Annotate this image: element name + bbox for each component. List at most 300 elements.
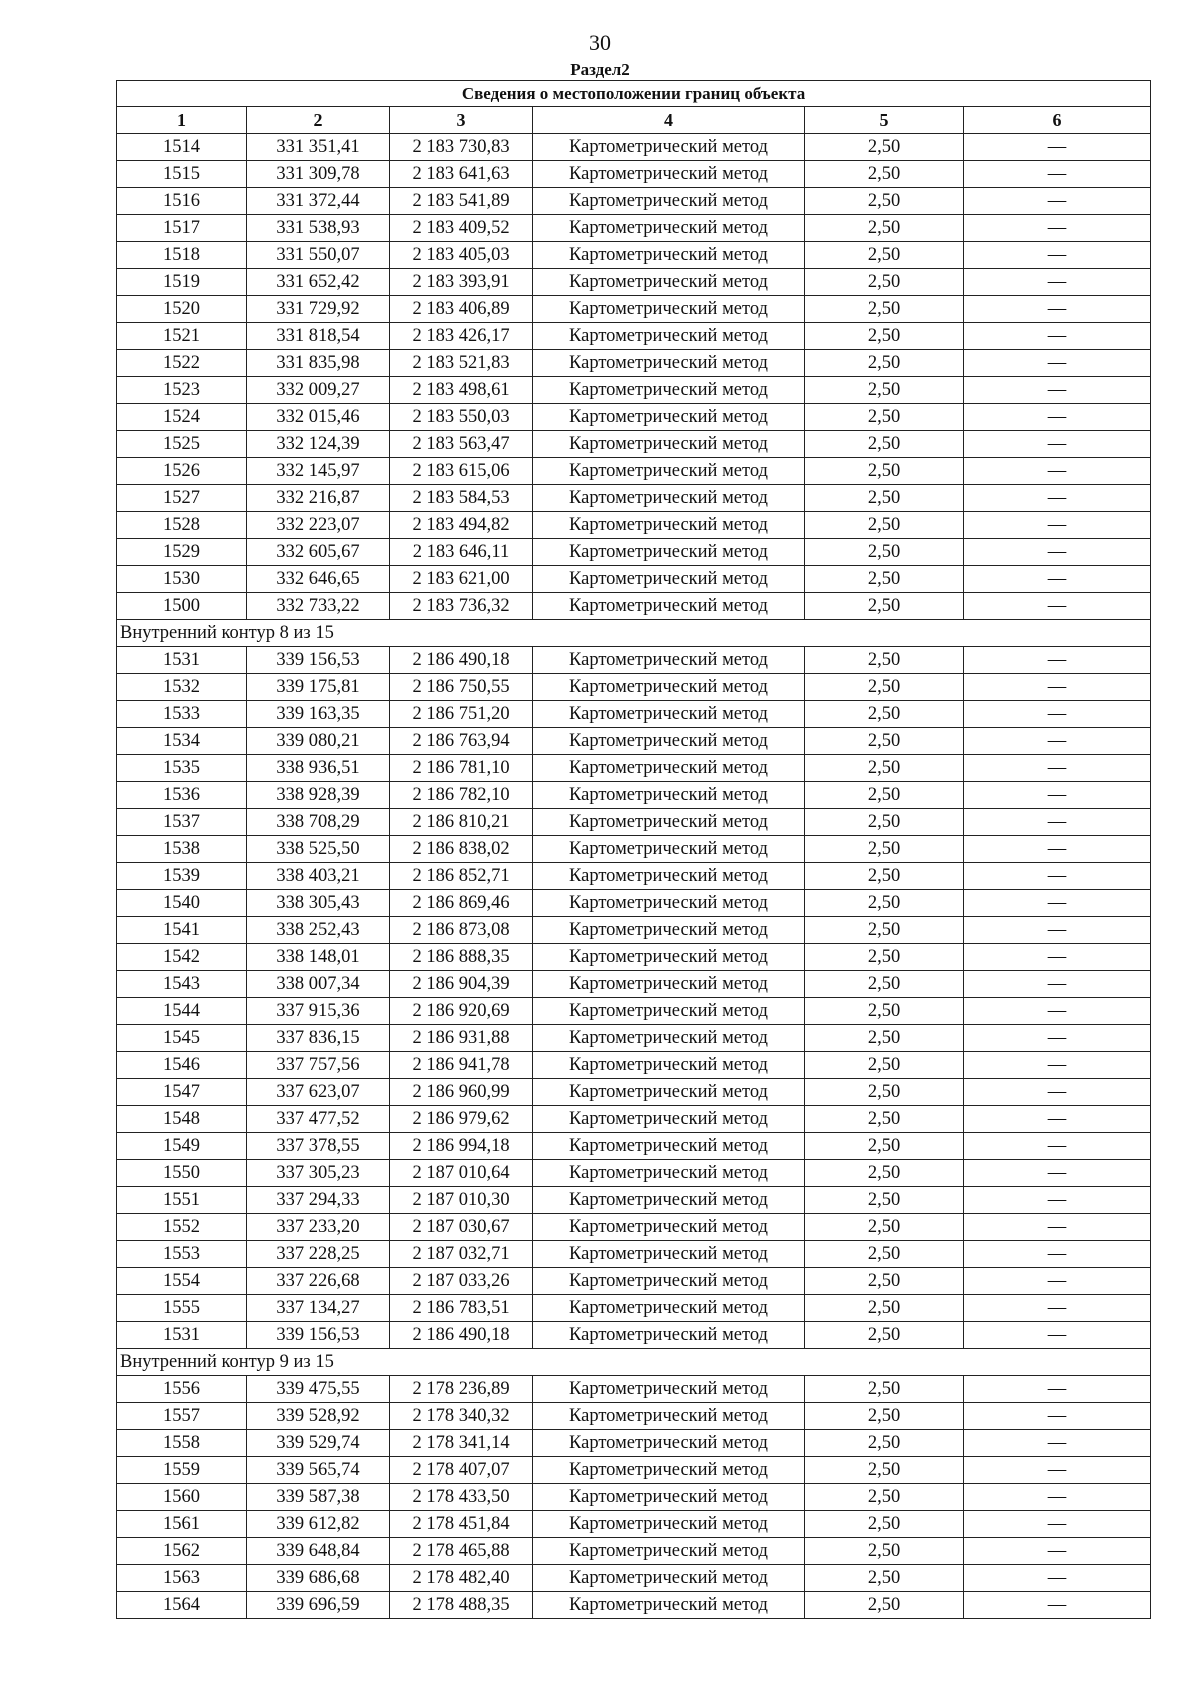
accuracy-cell: 2,50: [805, 188, 964, 215]
accuracy-cell: 2,50: [805, 1187, 964, 1214]
point-number-cell: 1526: [117, 458, 247, 485]
table-row: [117, 350, 1151, 377]
point-number-cell: 1517: [117, 215, 247, 242]
accuracy-cell: 2,50: [805, 269, 964, 296]
note-cell: —: [964, 1376, 1151, 1403]
coordinate-y-cell: 2 186 750,55: [390, 674, 533, 701]
method-cell: Картометрический метод: [533, 1052, 805, 1079]
note-cell: —: [964, 1538, 1151, 1565]
note-cell: —: [964, 755, 1151, 782]
point-number-cell: 1535: [117, 755, 247, 782]
accuracy-cell: 2,50: [805, 1565, 964, 1592]
accuracy-cell: 2,50: [805, 971, 964, 998]
point-number-cell: 1519: [117, 269, 247, 296]
method-cell: Картометрический метод: [533, 647, 805, 674]
coordinate-y-cell: 2 178 451,84: [390, 1511, 533, 1538]
method-cell: Картометрический метод: [533, 944, 805, 971]
accuracy-cell: 2,50: [805, 1538, 964, 1565]
method-cell: Картометрический метод: [533, 377, 805, 404]
coordinate-y-cell: 2 183 409,52: [390, 215, 533, 242]
table-row: [117, 1484, 1151, 1511]
accuracy-cell: 2,50: [805, 701, 964, 728]
method-cell: Картометрический метод: [533, 1160, 805, 1187]
coordinate-x-cell: 338 708,29: [247, 809, 390, 836]
method-cell: Картометрический метод: [533, 1511, 805, 1538]
method-cell: Картометрический метод: [533, 701, 805, 728]
method-cell: Картометрический метод: [533, 1565, 805, 1592]
note-cell: —: [964, 458, 1151, 485]
accuracy-cell: 2,50: [805, 1025, 964, 1052]
coordinate-y-cell: 2 183 730,83: [390, 134, 533, 161]
table-row: [117, 944, 1151, 971]
note-cell: —: [964, 296, 1151, 323]
method-cell: Картометрический метод: [533, 1133, 805, 1160]
table-row: [117, 1160, 1151, 1187]
note-cell: —: [964, 188, 1151, 215]
point-number-cell: 1531: [117, 1322, 247, 1349]
coordinate-y-cell: 2 186 783,51: [390, 1295, 533, 1322]
table-row: [117, 593, 1151, 620]
accuracy-cell: 2,50: [805, 161, 964, 188]
note-cell: —: [964, 1052, 1151, 1079]
coordinate-y-cell: 2 186 994,18: [390, 1133, 533, 1160]
column-header: 2: [247, 107, 390, 134]
note-cell: —: [964, 1160, 1151, 1187]
note-cell: —: [964, 1214, 1151, 1241]
coordinate-y-cell: 2 186 873,08: [390, 917, 533, 944]
coordinate-x-cell: 332 216,87: [247, 485, 390, 512]
accuracy-cell: 2,50: [805, 1484, 964, 1511]
method-cell: Картометрический метод: [533, 323, 805, 350]
point-number-cell: 1564: [117, 1592, 247, 1619]
coordinate-y-cell: 2 183 641,63: [390, 161, 533, 188]
note-cell: —: [964, 1322, 1151, 1349]
coordinate-y-cell: 2 178 488,35: [390, 1592, 533, 1619]
table-row: [117, 431, 1151, 458]
accuracy-cell: 2,50: [805, 917, 964, 944]
method-cell: Картометрический метод: [533, 998, 805, 1025]
coordinate-y-cell: 2 183 393,91: [390, 269, 533, 296]
coordinate-x-cell: 331 835,98: [247, 350, 390, 377]
accuracy-cell: 2,50: [805, 485, 964, 512]
method-cell: Картометрический метод: [533, 1241, 805, 1268]
coordinate-x-cell: 339 156,53: [247, 1322, 390, 1349]
note-cell: —: [964, 566, 1151, 593]
method-cell: Картометрический метод: [533, 782, 805, 809]
accuracy-cell: 2,50: [805, 863, 964, 890]
coordinate-y-cell: 2 186 960,99: [390, 1079, 533, 1106]
method-cell: Картометрический метод: [533, 161, 805, 188]
accuracy-cell: 2,50: [805, 593, 964, 620]
table-row: [117, 323, 1151, 350]
accuracy-cell: 2,50: [805, 566, 964, 593]
point-number-cell: 1561: [117, 1511, 247, 1538]
table-row: [117, 701, 1151, 728]
note-cell: —: [964, 539, 1151, 566]
note-cell: —: [964, 350, 1151, 377]
point-number-cell: 1558: [117, 1430, 247, 1457]
accuracy-cell: 2,50: [805, 1106, 964, 1133]
table-body: [117, 134, 1151, 1619]
method-cell: Картометрический метод: [533, 728, 805, 755]
accuracy-cell: 2,50: [805, 944, 964, 971]
coordinate-y-cell: 2 183 521,83: [390, 350, 533, 377]
coordinate-y-cell: 2 183 541,89: [390, 188, 533, 215]
coordinate-y-cell: 2 187 033,26: [390, 1268, 533, 1295]
note-cell: —: [964, 485, 1151, 512]
method-cell: Картометрический метод: [533, 1322, 805, 1349]
table-row: [117, 539, 1151, 566]
coordinate-x-cell: 338 148,01: [247, 944, 390, 971]
coordinate-y-cell: 2 186 920,69: [390, 998, 533, 1025]
coordinate-x-cell: 337 228,25: [247, 1241, 390, 1268]
coordinate-x-cell: 337 134,27: [247, 1295, 390, 1322]
method-cell: Картометрический метод: [533, 1592, 805, 1619]
table-row: [117, 1592, 1151, 1619]
accuracy-cell: 2,50: [805, 215, 964, 242]
coordinate-y-cell: 2 183 621,00: [390, 566, 533, 593]
note-cell: —: [964, 1403, 1151, 1430]
coordinate-x-cell: 337 915,36: [247, 998, 390, 1025]
method-cell: Картометрический метод: [533, 1538, 805, 1565]
point-number-cell: 1554: [117, 1268, 247, 1295]
table-row: [117, 755, 1151, 782]
table-row: [117, 836, 1151, 863]
method-cell: Картометрический метод: [533, 863, 805, 890]
coordinate-x-cell: 339 648,84: [247, 1538, 390, 1565]
table-row: [117, 1322, 1151, 1349]
note-cell: —: [964, 512, 1151, 539]
coordinate-x-cell: 338 403,21: [247, 863, 390, 890]
coordinate-x-cell: 331 652,42: [247, 269, 390, 296]
coordinate-y-cell: 2 187 010,30: [390, 1187, 533, 1214]
accuracy-cell: 2,50: [805, 647, 964, 674]
accuracy-cell: 2,50: [805, 1079, 964, 1106]
point-number-cell: 1546: [117, 1052, 247, 1079]
point-number-cell: 1528: [117, 512, 247, 539]
accuracy-cell: 2,50: [805, 431, 964, 458]
accuracy-cell: 2,50: [805, 512, 964, 539]
table-row: [117, 1430, 1151, 1457]
table-row: [117, 458, 1151, 485]
column-header: 6: [964, 107, 1151, 134]
note-cell: —: [964, 1295, 1151, 1322]
table-row: [117, 1268, 1151, 1295]
accuracy-cell: 2,50: [805, 134, 964, 161]
coordinate-y-cell: 2 187 030,67: [390, 1214, 533, 1241]
table-row: [117, 1295, 1151, 1322]
accuracy-cell: 2,50: [805, 1376, 964, 1403]
coordinate-y-cell: 2 183 646,11: [390, 539, 533, 566]
point-number-cell: 1563: [117, 1565, 247, 1592]
point-number-cell: 1530: [117, 566, 247, 593]
note-cell: —: [964, 647, 1151, 674]
method-cell: Картометрический метод: [533, 1268, 805, 1295]
point-number-cell: 1515: [117, 161, 247, 188]
method-cell: Картометрический метод: [533, 1025, 805, 1052]
table-row: [117, 1079, 1151, 1106]
contour-heading: Внутренний контур 9 из 15: [117, 1349, 1151, 1376]
coordinate-y-cell: 2 178 433,50: [390, 1484, 533, 1511]
coordinate-x-cell: 337 623,07: [247, 1079, 390, 1106]
point-number-cell: 1550: [117, 1160, 247, 1187]
accuracy-cell: 2,50: [805, 1052, 964, 1079]
coordinate-y-cell: 2 183 736,32: [390, 593, 533, 620]
point-number-cell: 1560: [117, 1484, 247, 1511]
method-cell: Картометрический метод: [533, 404, 805, 431]
method-cell: Картометрический метод: [533, 539, 805, 566]
note-cell: —: [964, 1187, 1151, 1214]
accuracy-cell: 2,50: [805, 1457, 964, 1484]
table-row: [117, 971, 1151, 998]
point-number-cell: 1533: [117, 701, 247, 728]
coordinate-y-cell: 2 186 941,78: [390, 1052, 533, 1079]
accuracy-cell: 2,50: [805, 1160, 964, 1187]
table-row: [117, 674, 1151, 701]
note-cell: —: [964, 728, 1151, 755]
method-cell: Картометрический метод: [533, 1457, 805, 1484]
coordinate-x-cell: 331 309,78: [247, 161, 390, 188]
note-cell: —: [964, 593, 1151, 620]
table-row: [117, 188, 1151, 215]
point-number-cell: 1523: [117, 377, 247, 404]
table-row: [117, 1241, 1151, 1268]
coordinate-x-cell: 339 565,74: [247, 1457, 390, 1484]
accuracy-cell: 2,50: [805, 1322, 964, 1349]
table-row: [117, 1106, 1151, 1133]
coordinate-x-cell: 337 294,33: [247, 1187, 390, 1214]
point-number-cell: 1538: [117, 836, 247, 863]
accuracy-cell: 2,50: [805, 377, 964, 404]
point-number-cell: 1543: [117, 971, 247, 998]
table-row: [117, 1025, 1151, 1052]
coordinate-x-cell: 339 696,59: [247, 1592, 390, 1619]
table-row: [117, 512, 1151, 539]
point-number-cell: 1544: [117, 998, 247, 1025]
coordinate-x-cell: 339 475,55: [247, 1376, 390, 1403]
coordinate-x-cell: 337 233,20: [247, 1214, 390, 1241]
note-cell: —: [964, 998, 1151, 1025]
method-cell: Картометрический метод: [533, 1403, 805, 1430]
note-cell: —: [964, 404, 1151, 431]
table-row: [117, 566, 1151, 593]
coordinate-y-cell: 2 183 494,82: [390, 512, 533, 539]
accuracy-cell: 2,50: [805, 1241, 964, 1268]
coordinate-x-cell: 332 145,97: [247, 458, 390, 485]
table-row: [117, 1538, 1151, 1565]
coordinate-y-cell: 2 183 406,89: [390, 296, 533, 323]
table-row: [117, 296, 1151, 323]
table-row: [117, 1403, 1151, 1430]
point-number-cell: 1553: [117, 1241, 247, 1268]
coordinate-x-cell: 332 223,07: [247, 512, 390, 539]
coordinate-y-cell: 2 186 979,62: [390, 1106, 533, 1133]
point-number-cell: 1524: [117, 404, 247, 431]
point-number-cell: 1542: [117, 944, 247, 971]
table-row: [117, 998, 1151, 1025]
note-cell: —: [964, 809, 1151, 836]
table-row: [117, 1133, 1151, 1160]
table-row: [117, 728, 1151, 755]
coordinate-x-cell: 332 009,27: [247, 377, 390, 404]
accuracy-cell: 2,50: [805, 404, 964, 431]
coordinate-x-cell: 339 175,81: [247, 674, 390, 701]
coordinate-x-cell: 339 686,68: [247, 1565, 390, 1592]
point-number-cell: 1541: [117, 917, 247, 944]
method-cell: Картометрический метод: [533, 1484, 805, 1511]
accuracy-cell: 2,50: [805, 782, 964, 809]
point-number-cell: 1516: [117, 188, 247, 215]
method-cell: Картометрический метод: [533, 890, 805, 917]
point-number-cell: 1521: [117, 323, 247, 350]
coordinate-x-cell: 338 252,43: [247, 917, 390, 944]
accuracy-cell: 2,50: [805, 728, 964, 755]
coordinate-y-cell: 2 186 931,88: [390, 1025, 533, 1052]
note-cell: —: [964, 1565, 1151, 1592]
point-number-cell: 1500: [117, 593, 247, 620]
coordinate-y-cell: 2 178 407,07: [390, 1457, 533, 1484]
table-row: [117, 404, 1151, 431]
table-row: [117, 863, 1151, 890]
table-row: [117, 242, 1151, 269]
coordinate-y-cell: 2 187 032,71: [390, 1241, 533, 1268]
point-number-cell: 1548: [117, 1106, 247, 1133]
coordinate-x-cell: 338 007,34: [247, 971, 390, 998]
note-cell: —: [964, 701, 1151, 728]
coordinate-x-cell: 339 528,92: [247, 1403, 390, 1430]
note-cell: —: [964, 971, 1151, 998]
coordinate-x-cell: 332 124,39: [247, 431, 390, 458]
coordinate-x-cell: 339 612,82: [247, 1511, 390, 1538]
point-number-cell: 1529: [117, 539, 247, 566]
point-number-cell: 1514: [117, 134, 247, 161]
column-header: 1: [117, 107, 247, 134]
accuracy-cell: 2,50: [805, 323, 964, 350]
point-number-cell: 1518: [117, 242, 247, 269]
method-cell: Картометрический метод: [533, 1376, 805, 1403]
note-cell: —: [964, 1106, 1151, 1133]
coordinate-x-cell: 339 156,53: [247, 647, 390, 674]
table-row: [117, 890, 1151, 917]
point-number-cell: 1536: [117, 782, 247, 809]
coordinate-y-cell: 2 186 751,20: [390, 701, 533, 728]
note-cell: —: [964, 836, 1151, 863]
coordinate-y-cell: 2 183 584,53: [390, 485, 533, 512]
table-row: [117, 161, 1151, 188]
note-cell: —: [964, 782, 1151, 809]
table-row: [117, 647, 1151, 674]
method-cell: Картометрический метод: [533, 296, 805, 323]
point-number-cell: 1555: [117, 1295, 247, 1322]
column-header: 3: [390, 107, 533, 134]
note-cell: —: [964, 1592, 1151, 1619]
coordinate-y-cell: 2 178 236,89: [390, 1376, 533, 1403]
coordinate-y-cell: 2 186 490,18: [390, 1322, 533, 1349]
table-row: [117, 377, 1151, 404]
point-number-cell: 1525: [117, 431, 247, 458]
coordinate-y-cell: 2 186 763,94: [390, 728, 533, 755]
coordinate-x-cell: 338 928,39: [247, 782, 390, 809]
method-cell: Картометрический метод: [533, 242, 805, 269]
coordinate-y-cell: 2 183 426,17: [390, 323, 533, 350]
method-cell: Картометрический метод: [533, 917, 805, 944]
table-row: [117, 485, 1151, 512]
point-number-cell: 1552: [117, 1214, 247, 1241]
method-cell: Картометрический метод: [533, 188, 805, 215]
coordinate-x-cell: 332 646,65: [247, 566, 390, 593]
accuracy-cell: 2,50: [805, 1133, 964, 1160]
note-cell: —: [964, 1457, 1151, 1484]
table-caption: Сведения о местоположении границ объекта: [117, 81, 1151, 107]
column-header: 5: [805, 107, 964, 134]
coordinate-x-cell: 339 163,35: [247, 701, 390, 728]
column-number-row: [117, 107, 1151, 134]
point-number-cell: 1562: [117, 1538, 247, 1565]
coordinate-x-cell: 337 226,68: [247, 1268, 390, 1295]
accuracy-cell: 2,50: [805, 242, 964, 269]
note-cell: —: [964, 377, 1151, 404]
coordinate-x-cell: 339 587,38: [247, 1484, 390, 1511]
table-row: [117, 1187, 1151, 1214]
point-number-cell: 1537: [117, 809, 247, 836]
point-number-cell: 1520: [117, 296, 247, 323]
method-cell: Картометрический метод: [533, 1187, 805, 1214]
table-caption-row: [117, 81, 1151, 107]
note-cell: —: [964, 1484, 1151, 1511]
method-cell: Картометрический метод: [533, 1430, 805, 1457]
table-row: [117, 1052, 1151, 1079]
method-cell: Картометрический метод: [533, 512, 805, 539]
accuracy-cell: 2,50: [805, 1295, 964, 1322]
point-number-cell: 1522: [117, 350, 247, 377]
note-cell: —: [964, 1133, 1151, 1160]
accuracy-cell: 2,50: [805, 296, 964, 323]
coordinate-x-cell: 331 372,44: [247, 188, 390, 215]
note-cell: —: [964, 1025, 1151, 1052]
note-cell: —: [964, 917, 1151, 944]
coordinate-y-cell: 2 186 869,46: [390, 890, 533, 917]
method-cell: Картометрический метод: [533, 350, 805, 377]
note-cell: —: [964, 944, 1151, 971]
method-cell: Картометрический метод: [533, 674, 805, 701]
coordinate-x-cell: 331 538,93: [247, 215, 390, 242]
coordinate-x-cell: 337 757,56: [247, 1052, 390, 1079]
point-number-cell: 1531: [117, 647, 247, 674]
table-row: [117, 215, 1151, 242]
note-cell: —: [964, 1511, 1151, 1538]
table-row: [117, 1457, 1151, 1484]
note-cell: —: [964, 161, 1151, 188]
note-cell: —: [964, 269, 1151, 296]
method-cell: Картометрический метод: [533, 1079, 805, 1106]
section-title: Раздел2: [570, 60, 630, 79]
contour-heading-row: [117, 1349, 1151, 1376]
coordinate-y-cell: 2 183 498,61: [390, 377, 533, 404]
note-cell: —: [964, 215, 1151, 242]
method-cell: Картометрический метод: [533, 134, 805, 161]
coordinate-y-cell: 2 186 781,10: [390, 755, 533, 782]
method-cell: Картометрический метод: [533, 1295, 805, 1322]
method-cell: Картометрический метод: [533, 755, 805, 782]
page-number: 30: [589, 30, 611, 55]
coordinate-y-cell: 2 178 465,88: [390, 1538, 533, 1565]
accuracy-cell: 2,50: [805, 1511, 964, 1538]
coordinate-x-cell: 338 936,51: [247, 755, 390, 782]
accuracy-cell: 2,50: [805, 458, 964, 485]
coordinate-x-cell: 332 605,67: [247, 539, 390, 566]
coordinate-x-cell: 331 550,07: [247, 242, 390, 269]
method-cell: Картометрический метод: [533, 431, 805, 458]
